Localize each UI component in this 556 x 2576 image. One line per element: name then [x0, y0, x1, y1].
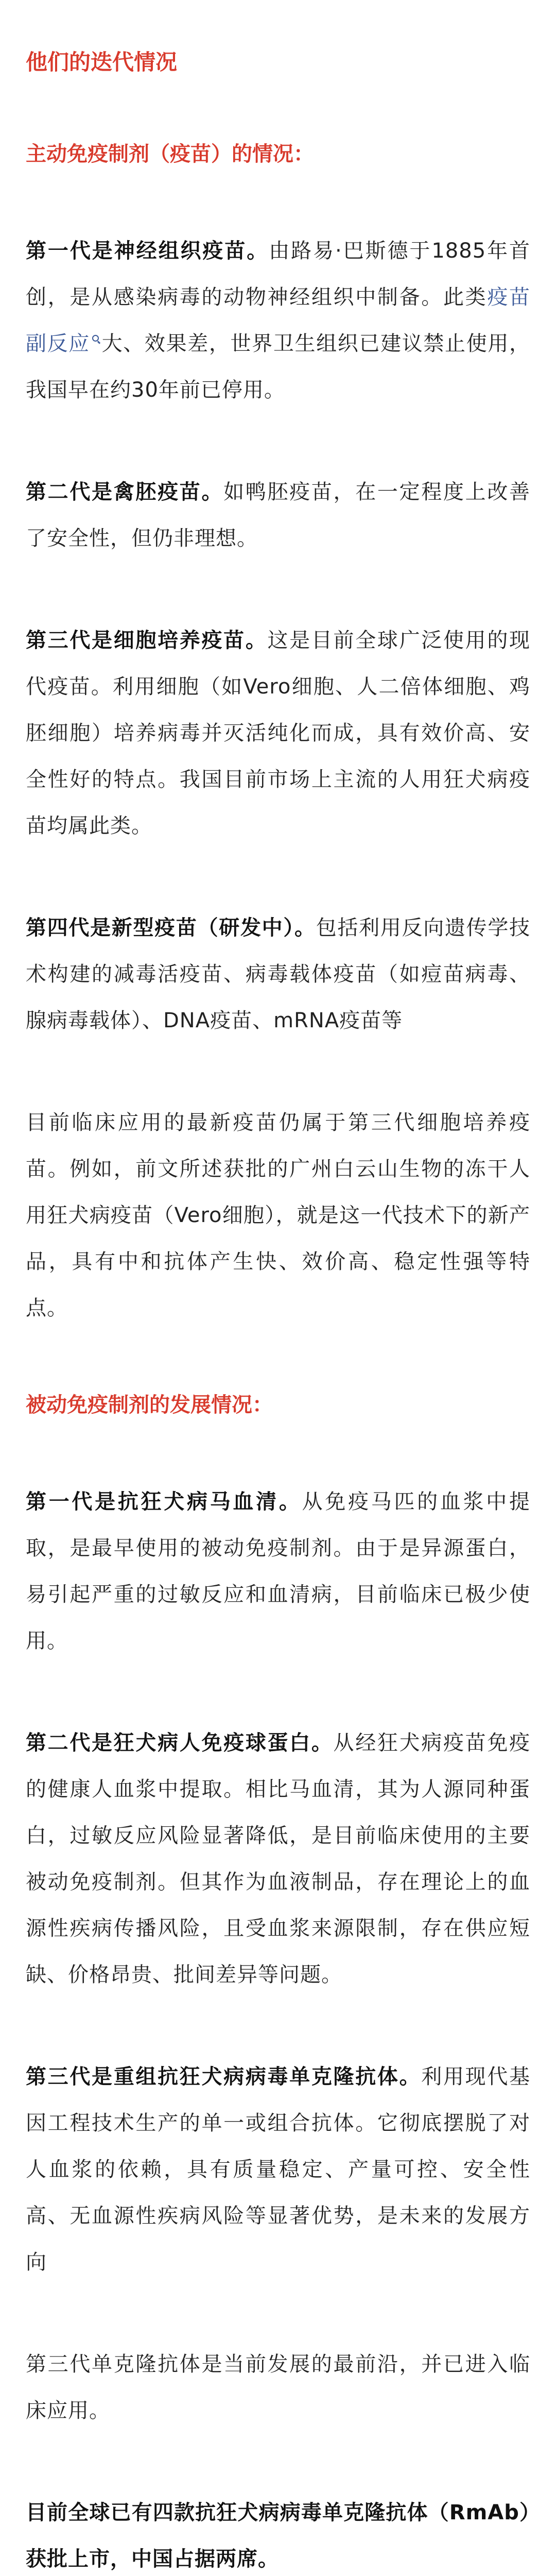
passive-summary-paragraph: 第三代单克隆抗体是当前发展的最前沿，并已进入临床应用。 — [26, 2352, 530, 2422]
active-gen3-text: 这是目前全球广泛使用的现代疫苗。利用细胞（如Vero细胞、人二倍体细胞、鸡胚细胞）培养病毒并灭活纯化而成，具有效价高、安全性好的特点。我国目前市场上主流的人用狂犬病疫苗均属此类。 — [26, 629, 530, 838]
active-gen3-lead: 第三代是细胞培养疫苗。 — [26, 629, 268, 652]
passive-immunization-heading: 被动免疫制剂的发展情况： — [26, 1393, 273, 1417]
passive-gen1-lead: 第一代是抗狂犬病马血清。 — [26, 1490, 302, 1514]
passive-gen3-paragraph — [26, 2054, 530, 2285]
active-gen1-paragraph — [26, 228, 530, 413]
passive-gen3-lead: 第三代是重组抗狂犬病病毒单克隆抗体。 — [26, 2065, 422, 2089]
active-gen1-text-tail: 大、效果差，世界卫生组织已建议禁止使用，我国早在约30年前已停用。 — [26, 332, 531, 402]
active-gen4-text: 包括利用反向遗传学技术构建的减毒活疫苗、病毒载体疫苗（如痘苗病毒、腺病毒载体）、DNA疫苗、mRNA疫苗等 — [26, 916, 531, 1032]
active-gen3-paragraph — [26, 617, 530, 849]
passive-gen3-text: 利用现代基因工程技术生产的单一或组合抗体。它彻底摆脱了对人血浆的依赖，具有质量稳定、产量可控、安全性高、无血源性疾病风险等显著优势，是未来的发展方向 — [26, 2065, 531, 2274]
active-gen1-text: 由路易·巴斯德于1885年首创，是从感染病毒的动物神经组织中制备。此类 — [26, 239, 531, 309]
active-summary-paragraph: 目前临床应用的最新疫苗仍属于第三代细胞培养疫苗。例如，前文所述获批的广州白云山生物的冻干人用狂犬病疫苗（Vero细胞），就是这一代技术下的新产品，具有中和抗体产生快、效价高、稳定性强等特点。 — [26, 1111, 530, 1320]
final-statement: 目前全球已有四款抗狂犬病病毒单克隆抗体（RmAb）获批上市，中国占据两席。 — [26, 2501, 530, 2571]
active-gen2-text: 如鸭胚疫苗，在一定程度上改善了安全性，但仍非理想。 — [26, 480, 531, 550]
passive-gen1-paragraph — [26, 1479, 530, 1664]
passive-gen2-text: 从经狂犬病疫苗免疫的健康人血浆中提取。相比马血清，其为人源同种蛋白，过敏反应风险显著降低，是目前临床使用的主要被动免疫制剂。但其作为血液制品，存在理论上的血源性疾病传播风险，且受血浆来源限制，存在供应短缺、价格昂贵、批间差异等问题。 — [26, 1731, 531, 1987]
passive-gen2-paragraph — [26, 1720, 530, 1998]
section-title: 他们的迭代情况 — [26, 49, 178, 75]
search-icon[interactable] — [92, 335, 100, 343]
vaccine-side-effect-link[interactable]: 疫苗副反应 — [26, 285, 531, 355]
final-paragraph — [26, 2489, 530, 2576]
passive-gen1-text: 从免疫马匹的血浆中提取，是最早使用的被动免疫制剂。由于是异源蛋白，易引起严重的过敏反应和血清病，目前临床已极少使用。 — [26, 1490, 531, 1653]
passive-gen2-lead: 第二代是狂犬病人免疫球蛋白。 — [26, 1731, 334, 1755]
active-gen1-lead: 第一代是神经组织疫苗。 — [26, 239, 269, 263]
active-gen2-lead: 第二代是禽胚疫苗。 — [26, 480, 224, 504]
active-gen2-paragraph — [26, 469, 530, 562]
active-immunization-heading: 主动免疫制剂（疫苗）的情况： — [26, 142, 314, 166]
active-gen4-paragraph — [26, 905, 530, 1044]
active-gen4-lead: 第四代是新型疫苗（研发中）。 — [26, 916, 316, 940]
